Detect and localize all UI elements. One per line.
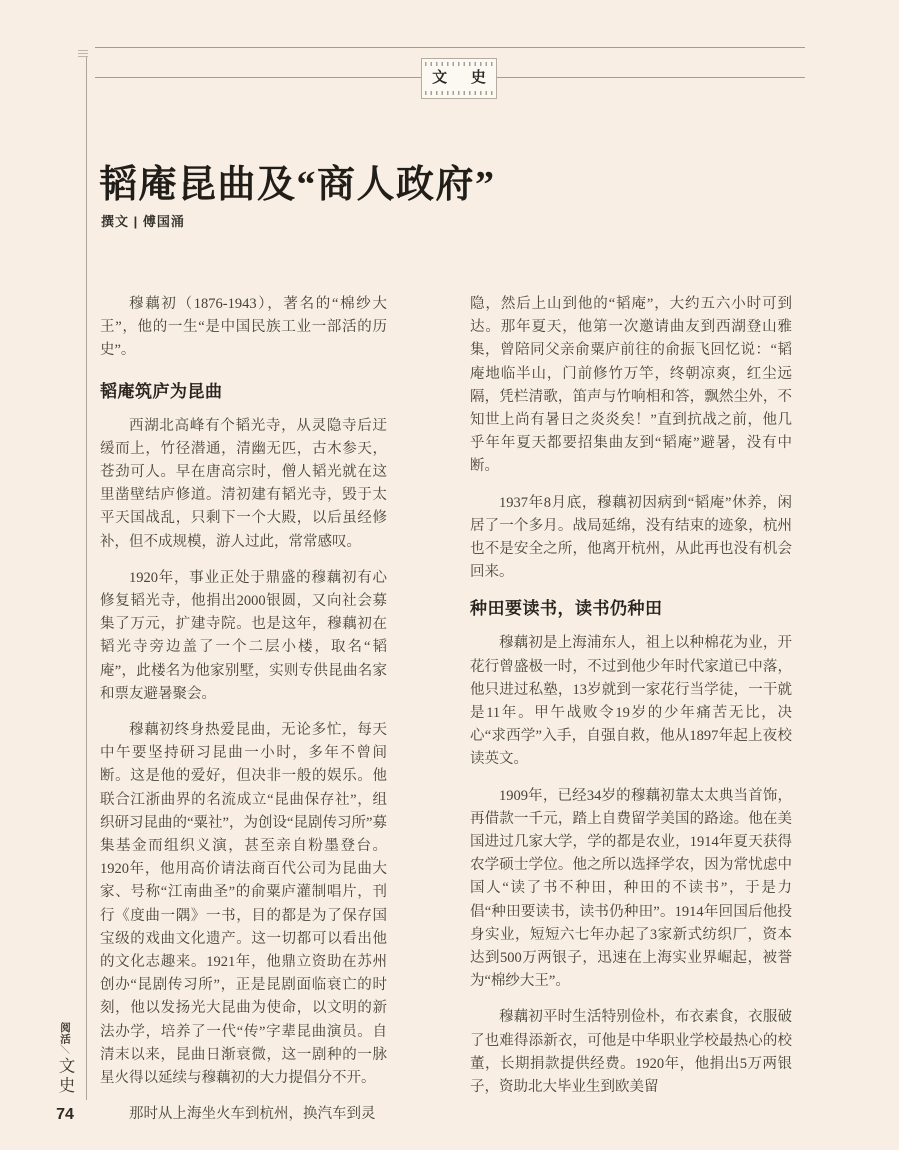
paragraph-right-0: 隐，然后上山到他的“韬庵”，大约五六小时可到达。那年夏天，他第一次邀请曲友到西湖登山雅集，曾陪同父亲俞粟庐前往的俞振飞回忆说：“韬庵地临半山，门前修竹万竿，终朝凉爽，红尘远隔，凭栏清歌，笛声与竹响相和答，飘然尘外，不知世上尚有暑日之炎炎矣！”直到抗战之前，他几乎年年夏天都要招集曲友到“韬庵”避暑，没有中断。 xyxy=(470,296,792,475)
paragraph-right-5: 穆藕初平时生活特别俭朴，布衣素食，衣服破了也难得添新衣，可他是中华职业学校最热心的校董，长期捐款提供经费。1920年，他捐出5万两银子，资助北大毕业生到欧美留 xyxy=(470,1009,792,1096)
stamp-perforation-bottom xyxy=(425,91,493,95)
column-right xyxy=(470,293,792,1112)
left-margin-rule xyxy=(86,57,87,1100)
header-rule-top xyxy=(95,47,805,48)
section-heading-zhongtian: 种田要读书，读书仍种田 xyxy=(470,599,663,619)
section-heading-taoan: 韬庵筑庐为昆曲 xyxy=(100,381,223,401)
page-number: 74 xyxy=(56,1106,74,1123)
paragraph-left-2: 西湖北高峰有个韬光寺，从灵隐寺后迂缓而上，竹径潜通，清幽无匹，古木参天，苍劲可人。早在唐高宗时，僧人韬光就在这里凿壁结庐修道。清初建有韬光寺，毁于太平天国战乱，只剩下一个大殿，以后虽经修补，但不成规模，游人过此，常常感叹。 xyxy=(100,417,387,550)
footer-sidebar xyxy=(49,1022,81,1124)
paragraph-right-1: 1937年8月底，穆藕初因病到“韬庵”休养，闲居了一个多月。战局延绵，没有结束的迹象，杭州也不是安全之所，他离开杭州，从此再也没有机会回来。 xyxy=(470,494,792,581)
article-title: 韬庵昆曲及“商人政府” xyxy=(99,164,496,206)
footer-slash: ＼ xyxy=(60,1045,70,1056)
footer-section-label: 文史 xyxy=(56,1057,75,1096)
paragraph-left-5: 那时从上海坐火车到杭州，换汽车到灵 xyxy=(129,1106,376,1123)
paragraph-left-3: 1920年，事业正处于鼎盛的穆藕初有心修复韬光寺，他捐出2000银圆，又向社会募集了万元，扩建寺院。也是这年，穆藕初在韬光寺旁边盖了一个二层小楼，取名“韬庵”，此楼名为他家别墅，实则专供昆曲名家和票友避暑聚会。 xyxy=(100,569,387,702)
section-stamp-label: 文 史 xyxy=(432,70,496,86)
paragraph-right-4: 1909年，已经34岁的穆藕初靠太太典当首饰，再借款一千元，踏上自费留学美国的路途。他在美国进过几家大学，学的都是农业，1914年夏天获得农学硕士学位。他之所以选择学农，因为常忧虑中国人“读了书不种田，种田的不读书”，于是力倡“种田要读书，读书仍种田”。1914年回国后他投身实业，短短六七年办起了3家新式纺织厂，资本达到500万两银子，迅速在上海实业界崛起，被誉为“棉纱大王”。 xyxy=(470,787,792,990)
paragraph-intro: 穆藕初（1876-1943），著名的“棉纱大王”，他的一生“是中国民族工业一部活的历史”。 xyxy=(100,296,387,359)
section-stamp xyxy=(421,58,497,99)
paragraph-right-3: 穆藕初是上海浦东人，祖上以种棉花为业，开花行曾盛极一时，不过到他少年时代家道已中落，他只进过私塾，13岁就到一家花行当学徒，一干就是11年。甲午战败令19岁的少年痛苦无比，决心“求西学”入手，自强自救，他从1897年起上夜校读英文。 xyxy=(470,635,792,768)
paragraph-left-4: 穆藕初终身热爱昆曲，无论多忙，每天中午要坚持研习昆曲一小时，多年不曾间断。这是他的爱好，但决非一般的娱乐。他联合江浙曲界的名流成立“昆曲保存社”，组织研习昆曲的“粟社”，为创设“昆剧传习所”募集基金而组织义演，甚至亲自粉墨登台。1920年，他用高价请法商百代公司为昆曲大家、号称“江南曲圣”的俞粟庐灌制唱片，刊行《度曲一隅》一书，目的都是为了保存国宝级的戏曲文化遗产。这一切都可以看出他的文化志趣来。1921年，他鼎立资助在苏州创办“昆剧传习所”，正是昆剧面临衰亡的时刻，他以发扬光大昆曲为使命，以文明的新法办学，培养了一代“传”字辈昆曲演员。自清末以来，昆曲日渐衰微，这一剧种的一脉星火得以延续与穆藕初的大力提倡分不开。 xyxy=(100,722,387,1087)
byline: 撰文 | 傅国涌 xyxy=(101,214,185,229)
stamp-perforation-top xyxy=(425,62,493,66)
column-left xyxy=(100,293,387,1140)
registration-mark xyxy=(78,50,88,57)
footer-brand-label: 阅活 xyxy=(59,1022,71,1045)
